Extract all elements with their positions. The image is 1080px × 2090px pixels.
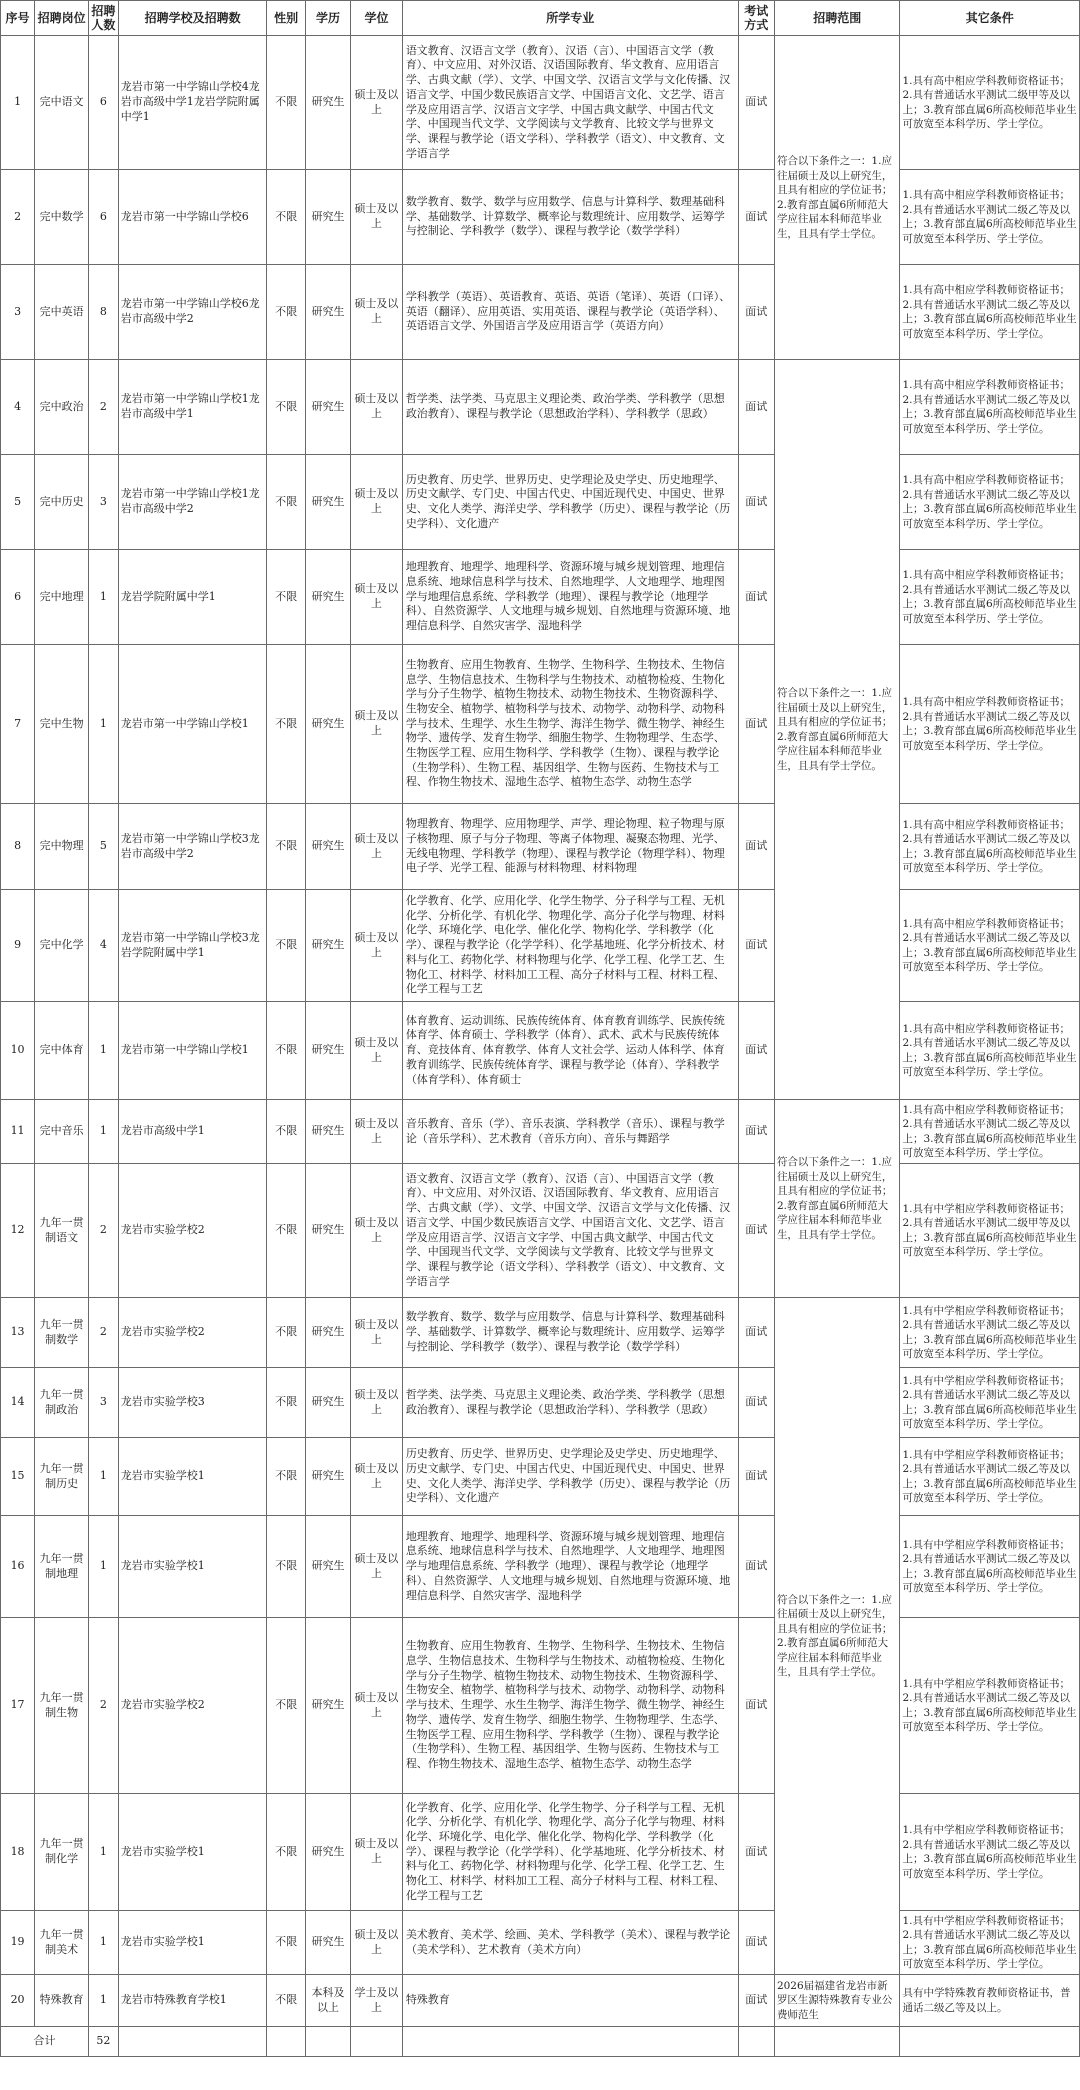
table-row — [1, 1516, 1080, 1618]
cell-edu: 研究生 — [305, 1298, 350, 1368]
header-other: 其它条件 — [900, 1, 1080, 36]
cell-num: 1 — [89, 1975, 119, 2027]
cell-degree: 硕士及以上 — [351, 455, 403, 550]
cell-degree: 硕士及以上 — [351, 1618, 403, 1794]
table-row — [1, 1368, 1080, 1438]
cell-edu: 研究生 — [305, 265, 350, 360]
cell-num: 2 — [89, 360, 119, 455]
cell-edu: 研究生 — [305, 804, 350, 890]
cell-gender: 不限 — [267, 550, 306, 645]
cell-major: 美术教育、美术学、绘画、美术、学科教学（美术）、课程与教学论（美术学科）、艺术教育（美术方向） — [402, 1911, 738, 1975]
cell-school: 龙岩市第一中学锦山学校4龙岩市高级中学1龙岩学院附属中学1 — [118, 36, 267, 170]
cell-edu: 研究生 — [305, 360, 350, 455]
cell-other: 1.具有中学相应学科教师资格证书；2.具有普通话水平测试二级乙等及以上；3.教育部直属6所高校师范毕业生可放宽至本科学历、学士学位。 — [900, 1618, 1080, 1794]
total-empty-other — [900, 2027, 1080, 2057]
cell-major: 哲学类、法学类、马克思主义理论类、政治学类、学科教学（思想政治教育）、课程与教学论（思想政治学科）、学科教学（思政） — [402, 1368, 738, 1438]
cell-gender: 不限 — [267, 1164, 306, 1298]
cell-edu: 研究生 — [305, 890, 350, 1002]
cell-other: 1.具有高中相应学科教师资格证书；2.具有普通话水平测试二级乙等及以上；3.教育部直属6所高校师范毕业生可放宽至本科学历、学士学位。 — [900, 1100, 1080, 1164]
cell-exam: 面试 — [738, 455, 774, 550]
cell-post: 完中语文 — [35, 36, 89, 170]
cell-num: 6 — [89, 36, 119, 170]
cell-major: 地理教育、地理学、地理科学、资源环境与城乡规划管理、地理信息系统、地球信息科学与技术、自然地理学、人文地理学、地理图学与地理信息系统、学科教学（地理）、课程与教学论（地理学科）、自然资源学、人文地理与城乡规划、自然地理与资源环境、地理信息科学、自然灾害学、湿地科学 — [402, 550, 738, 645]
cell-other: 1.具有中学相应学科教师资格证书；2.具有普通话水平测试二级乙等及以上；3.教育部直属6所高校师范毕业生可放宽至本科学历、学士学位。 — [900, 1911, 1080, 1975]
cell-degree: 硕士及以上 — [351, 36, 403, 170]
cell-num: 3 — [89, 455, 119, 550]
cell-exam: 面试 — [738, 265, 774, 360]
cell-gender: 不限 — [267, 1618, 306, 1794]
header-degree: 学位 — [351, 1, 403, 36]
cell-other: 1.具有中学相应学科教师资格证书；2.具有普通话水平测试二级乙等及以上；3.教育部直属6所高校师范毕业生可放宽至本科学历、学士学位。 — [900, 1298, 1080, 1368]
total-empty-degree — [351, 2027, 403, 2057]
cell-school: 龙岩市实验学校2 — [118, 1298, 267, 1368]
cell-major: 音乐教育、音乐（学）、音乐表演、学科教学（音乐）、课程与教学论（音乐学科）、艺术教育（音乐方向）、音乐与舞蹈学 — [402, 1100, 738, 1164]
table-row — [1, 1100, 1080, 1164]
cell-degree: 硕士及以上 — [351, 1368, 403, 1438]
table-row — [1, 170, 1080, 265]
cell-degree: 学士及以上 — [351, 1975, 403, 2027]
cell-num: 1 — [89, 1438, 119, 1516]
cell-school: 龙岩学院附属中学1 — [118, 550, 267, 645]
cell-degree: 硕士及以上 — [351, 360, 403, 455]
cell-num: 1 — [89, 1002, 119, 1100]
cell-exam: 面试 — [738, 1100, 774, 1164]
cell-school: 龙岩市第一中学锦山学校1 — [118, 645, 267, 804]
cell-exam: 面试 — [738, 645, 774, 804]
cell-exam: 面试 — [738, 170, 774, 265]
cell-edu: 研究生 — [305, 1794, 350, 1911]
header-row — [1, 1, 1080, 36]
cell-gender: 不限 — [267, 36, 306, 170]
cell-edu: 研究生 — [305, 1438, 350, 1516]
cell-edu: 研究生 — [305, 1100, 350, 1164]
cell-gender: 不限 — [267, 1516, 306, 1618]
cell-other: 具有中学特殊教育教师资格证书，普通话二级乙等及以上。 — [900, 1975, 1080, 2027]
cell-school: 龙岩市高级中学1 — [118, 1100, 267, 1164]
cell-post: 九年一贯制语文 — [35, 1164, 89, 1298]
cell-exam: 面试 — [738, 1618, 774, 1794]
cell-major: 特殊教育 — [402, 1975, 738, 2027]
cell-exam: 面试 — [738, 1794, 774, 1911]
cell-edu: 研究生 — [305, 550, 350, 645]
cell-seq: 3 — [1, 265, 35, 360]
cell-scope-special: 2026届福建省龙岩市新罗区生源特殊教育专业公费师范生 — [774, 1975, 900, 2027]
cell-num: 2 — [89, 1618, 119, 1794]
cell-other: 1.具有高中相应学科教师资格证书；2.具有普通话水平测试二级甲等及以上；3.教育部直属6所高校师范毕业生可放宽至本科学历、学士学位。 — [900, 36, 1080, 170]
cell-gender: 不限 — [267, 455, 306, 550]
table-row — [1, 360, 1080, 455]
cell-degree: 硕士及以上 — [351, 170, 403, 265]
cell-gender: 不限 — [267, 1368, 306, 1438]
cell-num: 1 — [89, 1911, 119, 1975]
cell-seq: 5 — [1, 455, 35, 550]
table-row — [1, 1298, 1080, 1368]
cell-seq: 1 — [1, 36, 35, 170]
cell-edu: 研究生 — [305, 455, 350, 550]
cell-degree: 硕士及以上 — [351, 804, 403, 890]
cell-gender: 不限 — [267, 890, 306, 1002]
cell-school: 龙岩市第一中学锦山学校1 — [118, 1002, 267, 1100]
cell-gender: 不限 — [267, 360, 306, 455]
cell-degree: 硕士及以上 — [351, 1516, 403, 1618]
cell-major: 语文教育、汉语言文学（教育）、汉语（言）、中国语言文学（教育）、中文应用、对外汉语、汉语国际教育、华文教育、应用语言学、古典文献（学）、文学、中国文学、汉语言文学与文化传播、汉语言文学、中国少数民族语言文学、中国语言文化、文艺学、语言学及应用语言学、汉语言文字学、中国古典文献学、中国古代文学、中国现当代文学、文学阅读与文学教育、比较文学与世界文学、课程与教学论（语文学科）、学科教学（语文）、中文教育、文学语言学 — [402, 36, 738, 170]
cell-major: 数学教育、数学、数学与应用数学、信息与计算科学、数理基础科学、基础数学、计算数学、概率论与数理统计、应用数学、运筹学与控制论、学科教学（数学）、课程与教学论（数学学科） — [402, 170, 738, 265]
cell-post: 特殊教育 — [35, 1975, 89, 2027]
table-row — [1, 1794, 1080, 1911]
header-num: 招聘人数 — [89, 1, 119, 36]
cell-scope-a: 符合以下条件之一：1.应往届硕士及以上研究生，且具有相应的学位证书；2.教育部直属6所师范大学应往届本科师范毕业生，且具有学士学位。 — [774, 36, 900, 360]
header-scope: 招聘范围 — [774, 1, 900, 36]
cell-edu: 研究生 — [305, 1911, 350, 1975]
cell-degree: 硕士及以上 — [351, 1002, 403, 1100]
cell-edu: 研究生 — [305, 36, 350, 170]
cell-school: 龙岩市实验学校1 — [118, 1794, 267, 1911]
cell-num: 8 — [89, 265, 119, 360]
table-row — [1, 1164, 1080, 1298]
total-empty-school — [118, 2027, 267, 2057]
cell-exam: 面试 — [738, 1975, 774, 2027]
cell-num: 4 — [89, 890, 119, 1002]
cell-major: 历史教育、历史学、世界历史、史学理论及史学史、历史地理学、历史文献学、专门史、中国古代史、中国近现代史、中国史、世界史、文化人类学、海洋史学、学科教学（历史）、课程与教学论（历史学科）、文化遗产 — [402, 455, 738, 550]
cell-exam: 面试 — [738, 1298, 774, 1368]
cell-edu: 研究生 — [305, 645, 350, 804]
cell-edu: 研究生 — [305, 170, 350, 265]
cell-major: 生物教育、应用生物教育、生物学、生物科学、生物技术、生物信息学、生物信息技术、生物科学与生物技术、动植物检疫、生物化学与分子生物学、植物生物技术、动物生物技术、生物资源科学、生物安全、植物学、植物科学与技术、动物学、动物科学、动物科学与技术、生理学、水生生物学、海洋生物学、微生物学、神经生物学、遗传学、发育生物学、细胞生物学、生物物理学、生态学、生物医学工程、应用生物科学、学科教学（生物）、课程与教学论（生物学科）、生物工程、基因组学、生物与医药、生物技术与工程、作物生物技术、湿地生态学、植物生态学、动物生态学 — [402, 1618, 738, 1794]
cell-post: 完中生物 — [35, 645, 89, 804]
cell-other: 1.具有高中相应学科教师资格证书；2.具有普通话水平测试二级乙等及以上；3.教育部直属6所高校师范毕业生可放宽至本科学历、学士学位。 — [900, 1002, 1080, 1100]
table-row — [1, 1618, 1080, 1794]
cell-edu: 研究生 — [305, 1368, 350, 1438]
cell-major: 数学教育、数学、数学与应用数学、信息与计算科学、数理基础科学、基础数学、计算数学、概率论与数理统计、应用数学、运筹学与控制论、学科教学（数学）、课程与教学论（数学学科） — [402, 1298, 738, 1368]
cell-exam: 面试 — [738, 1368, 774, 1438]
cell-num: 6 — [89, 170, 119, 265]
total-label: 合计 — [1, 2027, 89, 2057]
cell-school: 龙岩市实验学校3 — [118, 1368, 267, 1438]
cell-other: 1.具有中学相应学科教师资格证书；2.具有普通话水平测试二级乙等及以上；3.教育部直属6所高校师范毕业生可放宽至本科学历、学士学位。 — [900, 1794, 1080, 1911]
cell-post: 完中音乐 — [35, 1100, 89, 1164]
cell-other: 1.具有高中相应学科教师资格证书；2.具有普通话水平测试二级乙等及以上；3.教育部直属6所高校师范毕业生可放宽至本科学历、学士学位。 — [900, 890, 1080, 1002]
cell-gender: 不限 — [267, 170, 306, 265]
cell-post: 完中体育 — [35, 1002, 89, 1100]
cell-school: 龙岩市第一中学锦山学校6 — [118, 170, 267, 265]
cell-post: 九年一贯制生物 — [35, 1618, 89, 1794]
table-row — [1, 890, 1080, 1002]
cell-major: 化学教育、化学、应用化学、化学生物学、分子科学与工程、无机化学、分析化学、有机化学、物理化学、高分子化学与物理、材料化学、环境化学、电化学、催化化学、物构化学、学科教学（化学）、课程与教学论（化学学科）、化学基地班、化学分析技术、材料与化工、药物化学、材料物理与化学、化学工程、化学工艺、生物化工、材料学、材料加工工程、高分子材料与工程、材料工程、化学工程与工艺 — [402, 1794, 738, 1911]
cell-school: 龙岩市实验学校2 — [118, 1618, 267, 1794]
cell-school: 龙岩市特殊教育学校1 — [118, 1975, 267, 2027]
cell-exam: 面试 — [738, 1002, 774, 1100]
cell-seq: 11 — [1, 1100, 35, 1164]
cell-exam: 面试 — [738, 1911, 774, 1975]
cell-exam: 面试 — [738, 550, 774, 645]
cell-school: 龙岩市实验学校1 — [118, 1438, 267, 1516]
cell-degree: 硕士及以上 — [351, 645, 403, 804]
table-row — [1, 645, 1080, 804]
cell-post: 完中政治 — [35, 360, 89, 455]
total-empty-edu — [305, 2027, 350, 2057]
cell-post: 完中地理 — [35, 550, 89, 645]
cell-exam: 面试 — [738, 1164, 774, 1298]
cell-seq: 17 — [1, 1618, 35, 1794]
header-edu: 学历 — [305, 1, 350, 36]
cell-major: 体育教育、运动训练、民族传统体育、体育教育训练学、民族传统体育学、体育硕士、学科教学（体育）、武术、武术与民族传统体育、竞技体育、体育教学、体育人文社会学、运动人体科学、体育教育训练学、民族传统体育学、课程与教学论（体育）、学科教学（体育学科）、体育硕士 — [402, 1002, 738, 1100]
cell-major: 学科教学（英语）、英语教育、英语、英语（笔译）、英语（口译）、英语（翻译）、应用英语、实用英语、课程与教学论（英语学科）、英语语言文学、外国语言学及应用语言学（英语方向） — [402, 265, 738, 360]
cell-post: 九年一贯制化学 — [35, 1794, 89, 1911]
cell-other: 1.具有高中相应学科教师资格证书；2.具有普通话水平测试二级乙等及以上；3.教育部直属6所高校师范毕业生可放宽至本科学历、学士学位。 — [900, 170, 1080, 265]
cell-seq: 18 — [1, 1794, 35, 1911]
cell-scope-c: 符合以下条件之一：1.应往届硕士及以上研究生，且具有相应的学位证书；2.教育部直属6所师范大学应往届本科师范毕业生，且具有学士学位。 — [774, 1100, 900, 1298]
cell-num: 2 — [89, 1164, 119, 1298]
cell-seq: 15 — [1, 1438, 35, 1516]
cell-other: 1.具有中学相应学科教师资格证书；2.具有普通话水平测试二级乙等及以上；3.教育部直属6所高校师范毕业生可放宽至本科学历、学士学位。 — [900, 1368, 1080, 1438]
cell-post: 九年一贯制数学 — [35, 1298, 89, 1368]
cell-post: 完中英语 — [35, 265, 89, 360]
cell-scope-d: 符合以下条件之一：1.应往届硕士及以上研究生，且具有相应的学位证书；2.教育部直属6所师范大学应往届本科师范毕业生，且具有学士学位。 — [774, 1298, 900, 1975]
cell-gender: 不限 — [267, 1298, 306, 1368]
cell-major: 哲学类、法学类、马克思主义理论类、政治学类、学科教学（思想政治教育）、课程与教学论（思想政治学科）、学科教学（思政） — [402, 360, 738, 455]
cell-school: 龙岩市实验学校1 — [118, 1911, 267, 1975]
table-row — [1, 265, 1080, 360]
cell-degree: 硕士及以上 — [351, 1164, 403, 1298]
cell-gender: 不限 — [267, 1794, 306, 1911]
total-empty-gender — [267, 2027, 306, 2057]
cell-school: 龙岩市第一中学锦山学校1龙岩市高级中学1 — [118, 360, 267, 455]
cell-other: 1.具有高中相应学科教师资格证书；2.具有普通话水平测试二级乙等及以上；3.教育部直属6所高校师范毕业生可放宽至本科学历、学士学位。 — [900, 550, 1080, 645]
header-major: 所学专业 — [402, 1, 738, 36]
cell-degree: 硕士及以上 — [351, 1298, 403, 1368]
cell-other: 1.具有高中相应学科教师资格证书；2.具有普通话水平测试二级乙等及以上；3.教育部直属6所高校师范毕业生可放宽至本科学历、学士学位。 — [900, 645, 1080, 804]
total-empty-scope — [774, 2027, 900, 2057]
cell-gender: 不限 — [267, 1911, 306, 1975]
cell-other: 1.具有中学相应学科教师资格证书；2.具有普通话水平测试二级乙等及以上；3.教育部直属6所高校师范毕业生可放宽至本科学历、学士学位。 — [900, 1516, 1080, 1618]
header-seq: 序号 — [1, 1, 35, 36]
cell-edu: 本科及以上 — [305, 1975, 350, 2027]
table-row — [1, 550, 1080, 645]
cell-degree: 硕士及以上 — [351, 890, 403, 1002]
cell-seq: 4 — [1, 360, 35, 455]
cell-degree: 硕士及以上 — [351, 1100, 403, 1164]
cell-seq: 20 — [1, 1975, 35, 2027]
table-row — [1, 1975, 1080, 2027]
cell-major: 化学教育、化学、应用化学、化学生物学、分子科学与工程、无机化学、分析化学、有机化学、物理化学、高分子化学与物理、材料化学、环境化学、电化学、催化化学、物构化学、学科教学（化学）、课程与教学论（化学学科）、化学基地班、化学分析技术、材料与化工、药物化学、材料物理与化学、化学工程、化学工艺、生物化工、材料学、材料加工工程、高分子材料与工程、材料工程、化学工程与工艺 — [402, 890, 738, 1002]
table-row — [1, 804, 1080, 890]
cell-num: 3 — [89, 1368, 119, 1438]
cell-major: 历史教育、历史学、世界历史、史学理论及史学史、历史地理学、历史文献学、专门史、中国古代史、中国近现代史、中国史、世界史、文化人类学、海洋史学、学科教学（历史）、课程与教学论（历史学科）、文化遗产 — [402, 1438, 738, 1516]
cell-seq: 2 — [1, 170, 35, 265]
cell-school: 龙岩市第一中学锦山学校3龙岩学院附属中学1 — [118, 890, 267, 1002]
table-row — [1, 36, 1080, 170]
cell-degree: 硕士及以上 — [351, 1438, 403, 1516]
cell-seq: 16 — [1, 1516, 35, 1618]
cell-seq: 19 — [1, 1911, 35, 1975]
cell-post: 完中历史 — [35, 455, 89, 550]
cell-other: 1.具有中学相应学科教师资格证书；2.具有普通话水平测试二级乙等及以上；3.教育部直属6所高校师范毕业生可放宽至本科学历、学士学位。 — [900, 1438, 1080, 1516]
cell-major: 地理教育、地理学、地理科学、资源环境与城乡规划管理、地理信息系统、地球信息科学与技术、自然地理学、人文地理学、地理图学与地理信息系统、学科教学（地理）、课程与教学论（地理学科）、自然资源学、人文地理与城乡规划、自然地理与资源环境、地理信息科学、自然灾害学、湿地科学 — [402, 1516, 738, 1618]
cell-seq: 13 — [1, 1298, 35, 1368]
cell-school: 龙岩市第一中学锦山学校6龙岩市高级中学2 — [118, 265, 267, 360]
cell-seq: 10 — [1, 1002, 35, 1100]
header-exam: 考试方式 — [738, 1, 774, 36]
cell-seq: 7 — [1, 645, 35, 804]
cell-gender: 不限 — [267, 1100, 306, 1164]
cell-seq: 14 — [1, 1368, 35, 1438]
cell-exam: 面试 — [738, 1516, 774, 1618]
cell-major: 生物教育、应用生物教育、生物学、生物科学、生物技术、生物信息学、生物信息技术、生物科学与生物技术、动植物检疫、生物化学与分子生物学、植物生物技术、动物生物技术、生物资源科学、生物安全、植物学、植物科学与技术、动物学、动物科学、动物科学与技术、生理学、水生生物学、海洋生物学、微生物学、神经生物学、遗传学、发育生物学、细胞生物学、生物物理学、生态学、生物医学工程、应用生物科学、学科教学（生物）、课程与教学论（生物学科）、生物工程、基因组学、生物与医药、生物技术与工程、作物生物技术、湿地生态学、植物生态学、动物生态学 — [402, 645, 738, 804]
cell-num: 1 — [89, 1100, 119, 1164]
cell-edu: 研究生 — [305, 1618, 350, 1794]
table-row — [1, 1911, 1080, 1975]
cell-num: 2 — [89, 1298, 119, 1368]
cell-major: 语文教育、汉语言文学（教育）、汉语（言）、中国语言文学（教育）、中文应用、对外汉语、汉语国际教育、华文教育、应用语言学、古典文献（学）、文学、中国文学、汉语言文学与文化传播、汉语言文学、中国少数民族语言文学、中国语言文化、文艺学、语言学及应用语言学、汉语言文字学、中国古典文献学、中国古代文学、中国现当代文学、文学阅读与文学教育、比较文学与世界文学、课程与教学论（语文学科）、学科教学（语文）、中文教育、文学语言学 — [402, 1164, 738, 1298]
cell-exam: 面试 — [738, 890, 774, 1002]
cell-other: 1.具有高中相应学科教师资格证书；2.具有普通话水平测试二级乙等及以上；3.教育部直属6所高校师范毕业生可放宽至本科学历、学士学位。 — [900, 455, 1080, 550]
cell-gender: 不限 — [267, 1975, 306, 2027]
header-gender: 性别 — [267, 1, 306, 36]
cell-post: 九年一贯制地理 — [35, 1516, 89, 1618]
cell-other: 1.具有高中相应学科教师资格证书；2.具有普通话水平测试二级乙等及以上；3.教育部直属6所高校师范毕业生可放宽至本科学历、学士学位。 — [900, 265, 1080, 360]
header-school: 招聘学校及招聘数 — [118, 1, 267, 36]
cell-post: 完中数学 — [35, 170, 89, 265]
total-empty-exam — [738, 2027, 774, 2057]
cell-scope-b: 符合以下条件之一：1.应往届硕士及以上研究生，且具有相应的学位证书；2.教育部直属6所师范大学应往届本科师范毕业生，且具有学士学位。 — [774, 360, 900, 1100]
cell-school: 龙岩市第一中学锦山学校1龙岩市高级中学2 — [118, 455, 267, 550]
cell-post: 完中物理 — [35, 804, 89, 890]
cell-num: 1 — [89, 1516, 119, 1618]
table-row — [1, 455, 1080, 550]
cell-degree: 硕士及以上 — [351, 1794, 403, 1911]
cell-degree: 硕士及以上 — [351, 1911, 403, 1975]
cell-major: 物理教育、物理学、应用物理学、声学、理论物理、粒子物理与原子核物理、原子与分子物理、等离子体物理、凝聚态物理、光学、无线电物理、学科教学（物理）、课程与教学论（物理学科）、物理电子学、光学工程、能源与材料物理、材料物理 — [402, 804, 738, 890]
cell-num: 1 — [89, 645, 119, 804]
total-num: 52 — [89, 2027, 119, 2057]
cell-other: 1.具有中学相应学科教师资格证书；2.具有普通话水平测试二级甲等及以上；3.教育部直属6所高校师范毕业生可放宽至本科学历、学士学位。 — [900, 1164, 1080, 1298]
cell-school: 龙岩市实验学校1 — [118, 1516, 267, 1618]
total-empty-major — [402, 2027, 738, 2057]
cell-edu: 研究生 — [305, 1164, 350, 1298]
cell-degree: 硕士及以上 — [351, 265, 403, 360]
cell-exam: 面试 — [738, 804, 774, 890]
cell-exam: 面试 — [738, 36, 774, 170]
cell-other: 1.具有高中相应学科教师资格证书；2.具有普通话水平测试二级乙等及以上；3.教育部直属6所高校师范毕业生可放宽至本科学历、学士学位。 — [900, 804, 1080, 890]
cell-school: 龙岩市实验学校2 — [118, 1164, 267, 1298]
cell-post: 九年一贯制美术 — [35, 1911, 89, 1975]
cell-degree: 硕士及以上 — [351, 550, 403, 645]
cell-seq: 12 — [1, 1164, 35, 1298]
cell-num: 1 — [89, 550, 119, 645]
cell-exam: 面试 — [738, 360, 774, 455]
cell-post: 九年一贯制历史 — [35, 1438, 89, 1516]
cell-gender: 不限 — [267, 1438, 306, 1516]
cell-seq: 9 — [1, 890, 35, 1002]
cell-num: 5 — [89, 804, 119, 890]
cell-school: 龙岩市第一中学锦山学校3龙岩市高级中学2 — [118, 804, 267, 890]
header-post: 招聘岗位 — [35, 1, 89, 36]
table-row — [1, 1002, 1080, 1100]
cell-other: 1.具有高中相应学科教师资格证书；2.具有普通话水平测试二级乙等及以上；3.教育部直属6所高校师范毕业生可放宽至本科学历、学士学位。 — [900, 360, 1080, 455]
cell-gender: 不限 — [267, 1002, 306, 1100]
cell-seq: 6 — [1, 550, 35, 645]
cell-num: 1 — [89, 1794, 119, 1911]
cell-edu: 研究生 — [305, 1516, 350, 1618]
cell-gender: 不限 — [267, 265, 306, 360]
table-row — [1, 1438, 1080, 1516]
cell-edu: 研究生 — [305, 1002, 350, 1100]
cell-post: 完中化学 — [35, 890, 89, 1002]
cell-seq: 8 — [1, 804, 35, 890]
cell-gender: 不限 — [267, 645, 306, 804]
cell-exam: 面试 — [738, 1438, 774, 1516]
cell-gender: 不限 — [267, 804, 306, 890]
cell-post: 九年一贯制政治 — [35, 1368, 89, 1438]
total-row — [1, 2027, 1080, 2057]
